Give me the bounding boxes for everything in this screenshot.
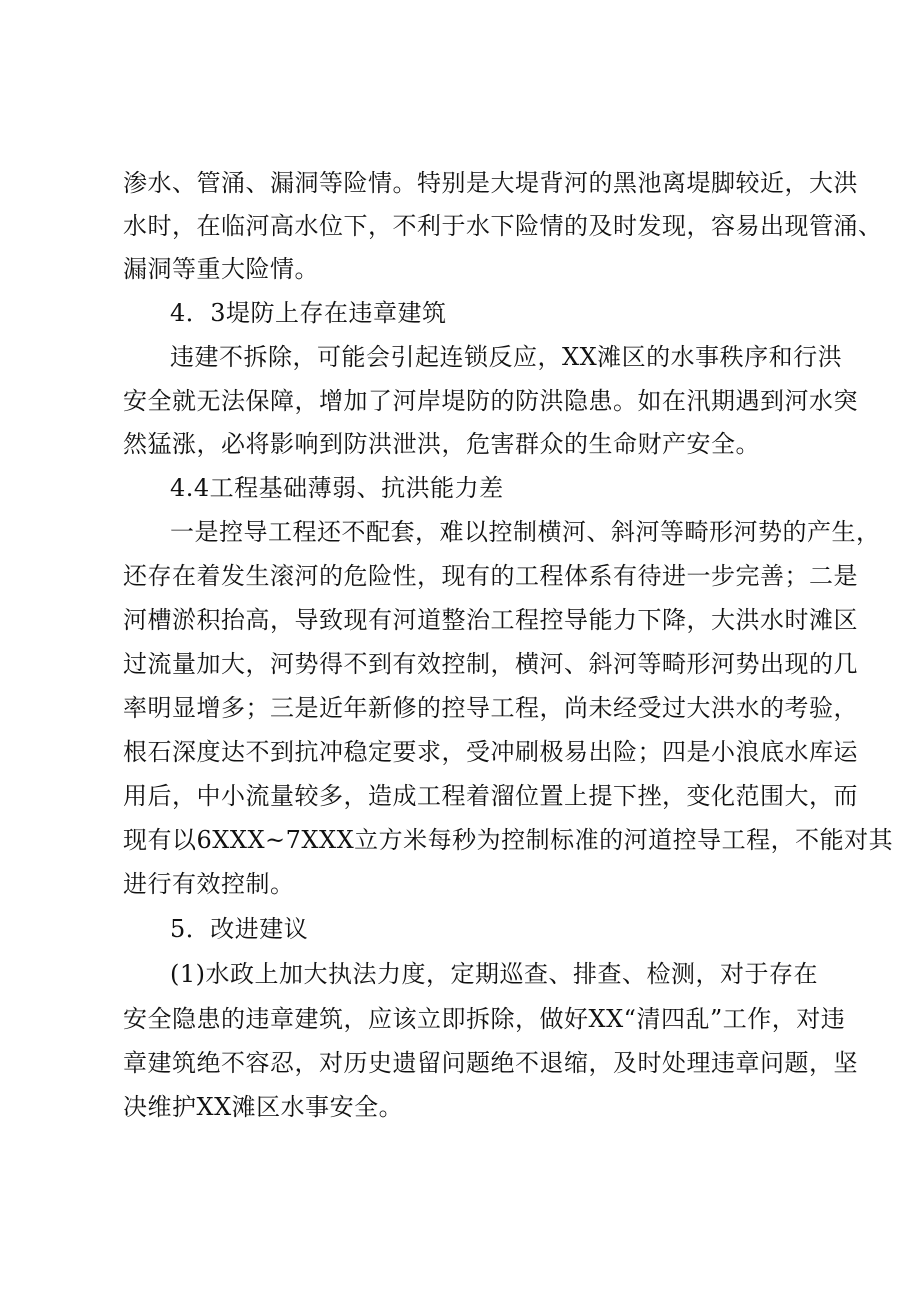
- paragraph-1-line-1: 渗水、管涌、漏洞等险情。特别是大堤背河的黑池离堤脚较近，大洪: [123, 169, 858, 197]
- paragraph-2-line-2: 安全就无法保障，增加了河岸堤防的防洪隐患。如在汛期遇到河水突: [123, 387, 858, 415]
- paragraph-3-line-2: 还存在着发生滚河的危险性，现有的工程体系有待进一步完善；二是: [123, 562, 858, 590]
- paragraph-3-line-6: 根石深度达不到抗冲稳定要求，受冲刷极易出险；四是小浪底水库运: [123, 738, 858, 766]
- paragraph-3-line-7: 用后，中小流量较多，造成工程着溜位置上提下挫，变化范围大，而: [123, 782, 858, 810]
- paragraph-1-line-2: 水时，在临河高水位下，不利于水下险情的及时发现，容易出现管涌、: [123, 212, 883, 240]
- paragraph-2-line-3: 然猛涨，必将影响到防洪泄洪，危害群众的生命财产安全。: [123, 430, 760, 458]
- paragraph-3-line-5: 率明显增多；三是近年新修的控导工程，尚未经受过大洪水的考验，: [123, 694, 858, 722]
- paragraph-3-line-8: 现有以6XXX~7XXX立方米每秒为控制标准的河道控导工程，不能对其: [123, 826, 894, 854]
- paragraph-4-line-3: 章建筑绝不容忍，对历史遗留问题绝不退缩，及时处理违章问题，坚: [123, 1049, 858, 1077]
- paragraph-4-line-1: (1)水政上加大执法力度，定期巡查、排查、检测，对于存在: [170, 960, 818, 988]
- paragraph-1-line-3: 漏洞等重大险情。: [123, 255, 319, 283]
- section-heading-4-4: 4.4工程基础薄弱、抗洪能力差: [170, 474, 504, 502]
- paragraph-2-line-1: 违建不拆除，可能会引起连锁反应，XX滩区的水事秩序和行洪: [170, 343, 843, 371]
- paragraph-3-line-9: 进行有效控制。: [123, 870, 295, 898]
- paragraph-3-line-4: 过流量加大，河势得不到有效控制，横河、斜河等畸形河势出现的几: [123, 650, 858, 678]
- paragraph-4-line-4: 决维护XX滩区水事安全。: [123, 1093, 404, 1121]
- paragraph-3-line-1: 一是控导工程还不配套，难以控制横河、斜河等畸形河势的产生，: [170, 518, 881, 546]
- paragraph-3-line-3: 河槽淤积抬高，导致现有河道整治工程控导能力下降，大洪水时滩区: [123, 606, 858, 634]
- section-heading-5: 5．改进建议: [170, 915, 309, 943]
- section-heading-4-3: 4．3堤防上存在违章建筑: [170, 299, 447, 327]
- paragraph-4-line-2: 安全隐患的违章建筑，应该立即拆除，做好XX“清四乱”工作，对违: [123, 1005, 846, 1033]
